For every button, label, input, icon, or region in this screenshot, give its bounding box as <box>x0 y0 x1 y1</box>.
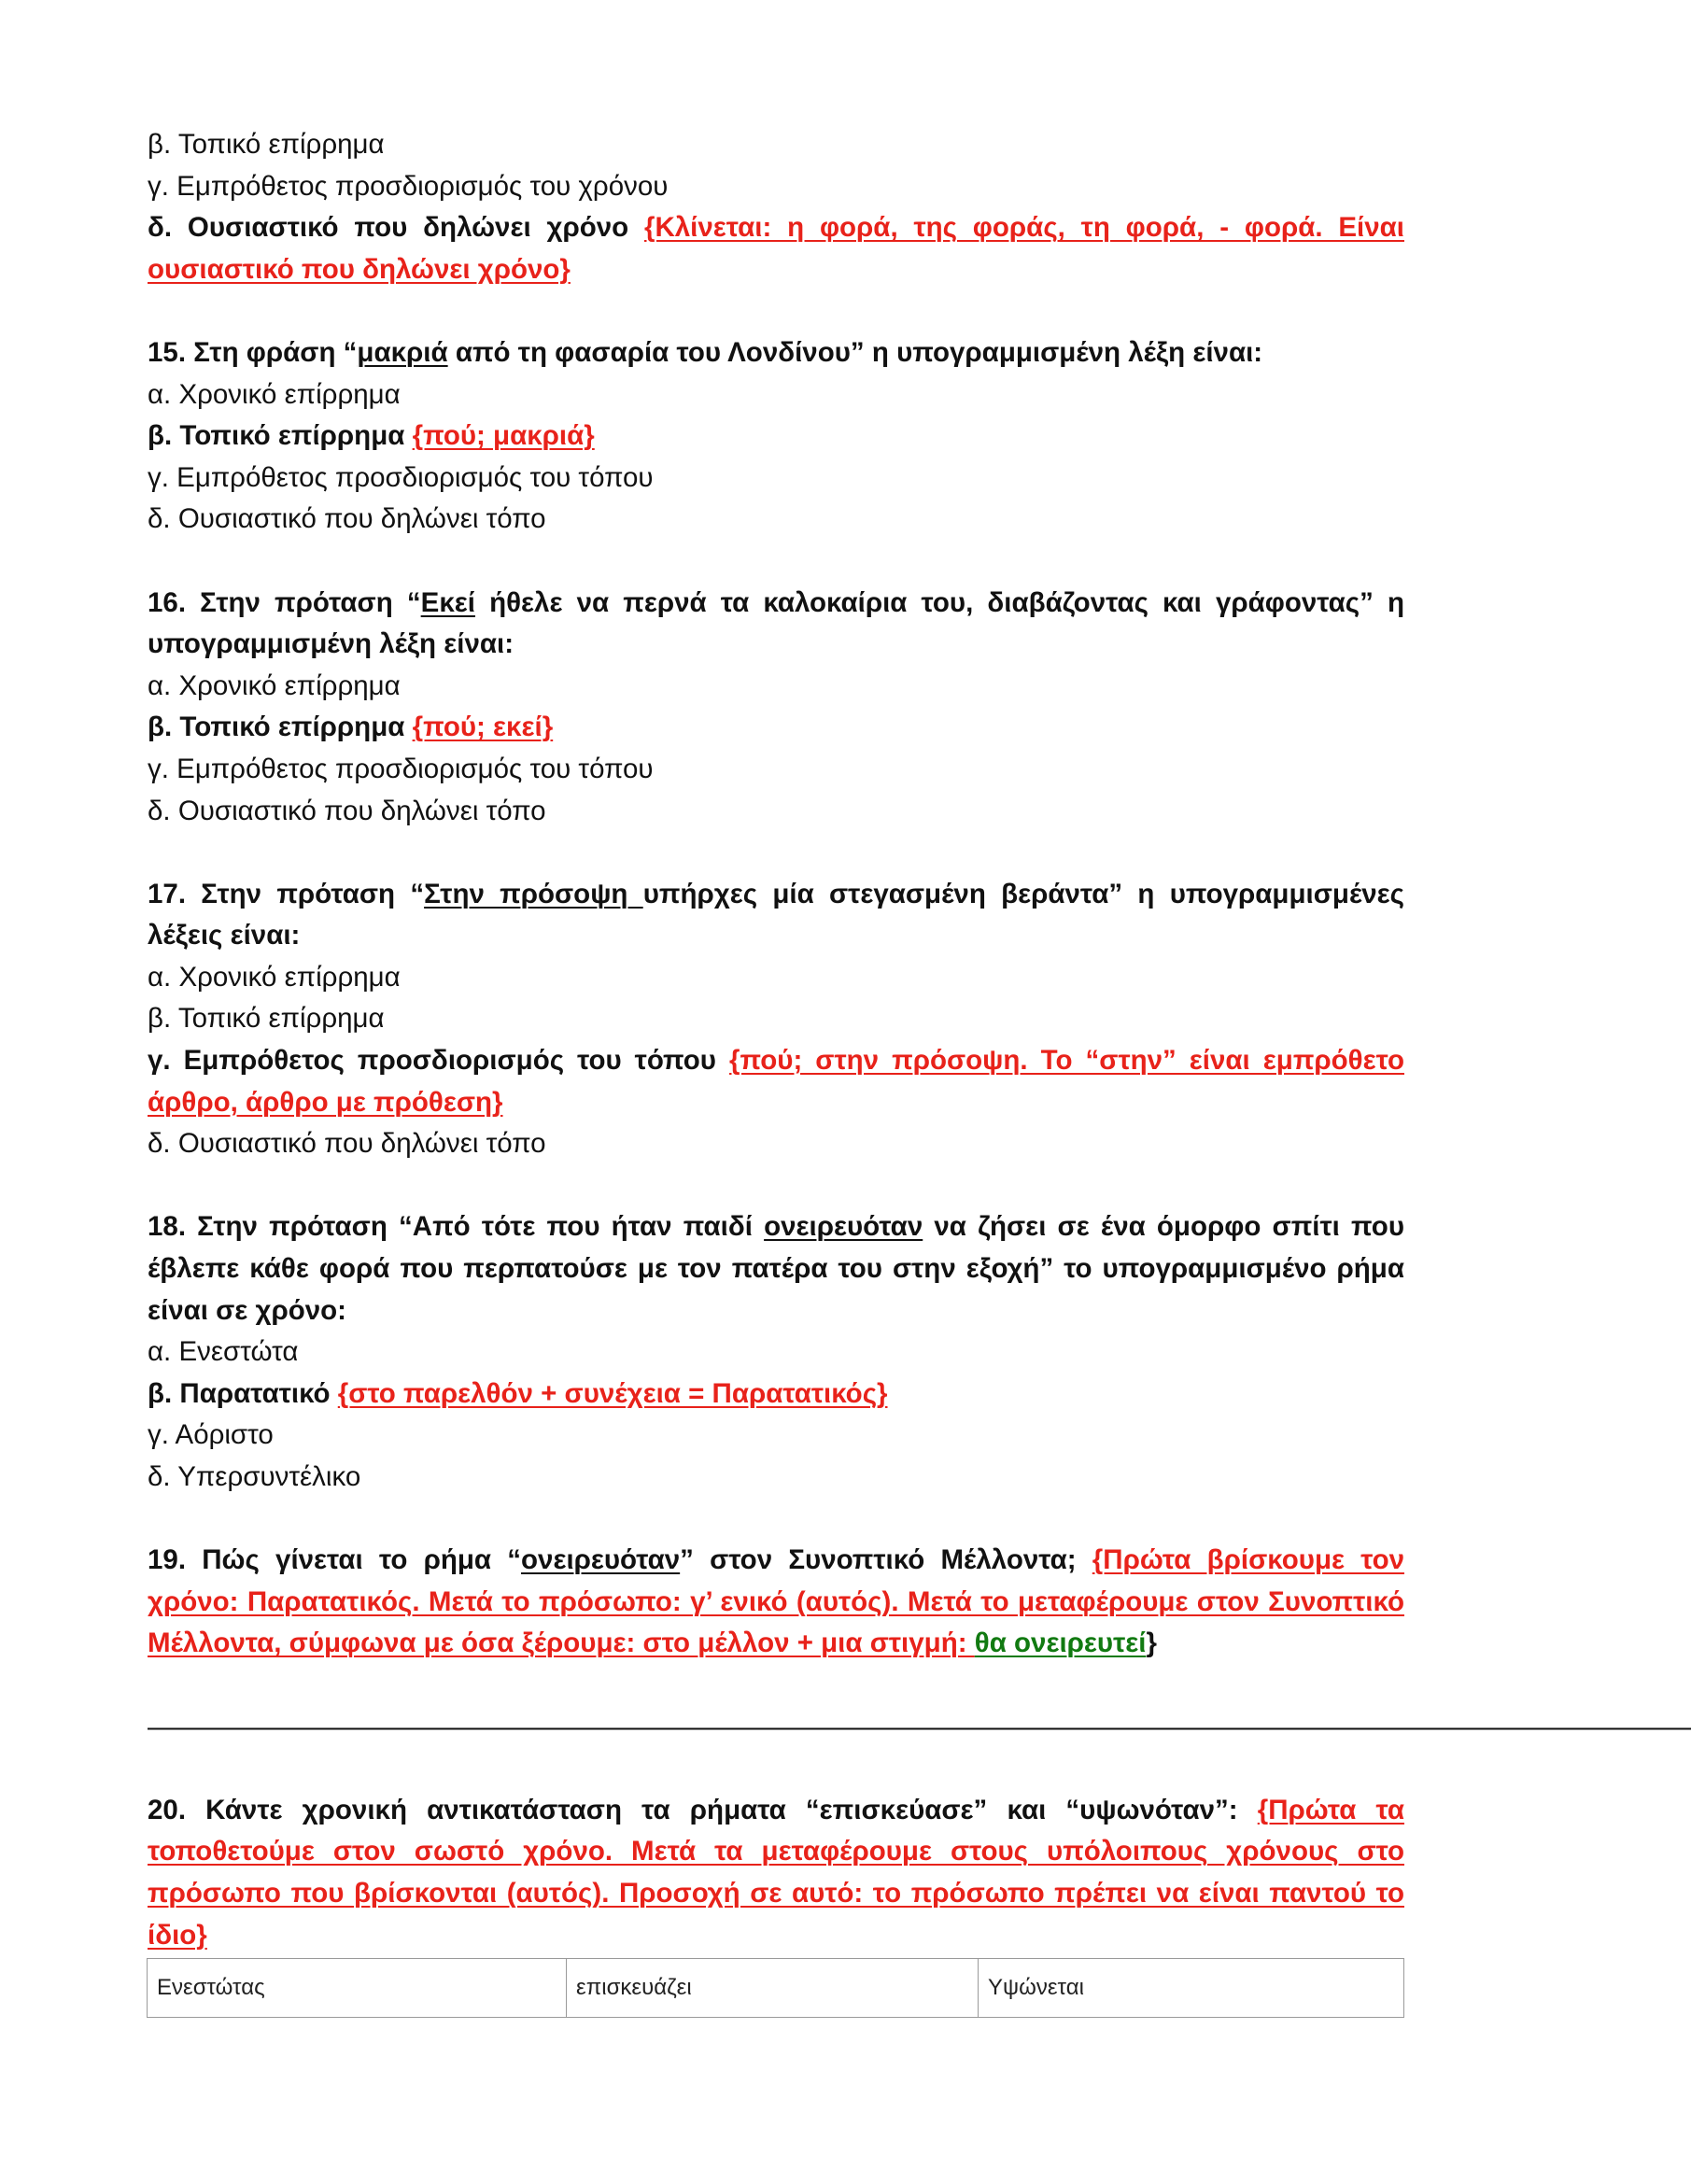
q20-prefix: 20. Κάντε χρονική αντικατάσταση τα ρήματα “επισκεύασε” και “υψωνόταν”: <box>148 1794 1258 1825</box>
q20-answer-note: {Πρώτα τα τοποθετούμε στον σωστό χρόνο. Μετά τα μεταφέρουμε στους υπόλοιπους χρόνους στο πρόσωπο που βρίσκονται (αυτός). Προσοχή σε αυτό: το πρόσωπο πρέπει να είναι παντού το ίδιο} <box>148 1794 1404 1951</box>
q19-suffix: ” στον Συνοπτικό Μέλλοντα; <box>680 1544 1092 1576</box>
q18-option-b <box>148 1374 1404 1416</box>
table-cell-tense: Ενεστώτας <box>148 1959 567 2018</box>
q15-option-b-text: β. Τοπικό επίρρημα <box>148 420 405 452</box>
q20-question <box>148 1790 1404 1956</box>
q18-option-d: δ. Υπερσυντέλικο <box>148 1461 361 1492</box>
q19-question <box>148 1540 1404 1665</box>
q19-answer-note: {Πρώτα βρίσκουμε τον χρόνο: Παρατατικός. Μετά το πρόσωπο: γ’ ενικό (αυτός). Μετά το μεταφέρουμε στον Συνοπτικό Μέλλοντα, σύμφωνα με όσα ξέρουμε: στο μέλλον + μια στιγμή: <box>148 1544 1404 1659</box>
table-cell-verb-2: Υψώνεται <box>979 1959 1404 2018</box>
q14-option-b: β. Τοπικό επίρρημα <box>148 129 385 160</box>
q18-option-c: γ. Αόριστο <box>148 1419 274 1451</box>
q18-option-b-text: β. Παρατατικό <box>148 1377 331 1409</box>
q17-prefix: 17. Στην πρόταση “ <box>148 878 425 909</box>
q18-underlined-verb: ονειρευόταν <box>764 1211 923 1243</box>
separator-line: —————————————————————————————————————————————————————————— <box>148 1711 1691 1742</box>
q18-option-a: α. Ενεστώτα <box>148 1336 299 1368</box>
q16-option-b-text: β. Τοπικό επίρρημα <box>148 712 405 743</box>
q19-underlined-verb: ονειρευόταν <box>521 1544 681 1576</box>
q15-underlined-word: μακριά <box>357 336 448 368</box>
q17-option-b: β. Τοπικό επίρρημα <box>148 1003 385 1035</box>
q15-answer-note: {πού; μακριά} <box>412 420 595 452</box>
table-cell-verb-1: επισκευάζει <box>567 1959 979 2018</box>
q18-suffix: να ζήσει σε ένα όμορφο σπίτι που έβλεπε κάθε φορά που περπατούσε με τον πατέρα του στην εξοχή” το υπογραμμισμένο ρήμα είναι σε χρόνο: <box>148 1211 1404 1326</box>
q19-answer-close: } <box>1146 1627 1157 1659</box>
table-row <box>148 1959 1404 2018</box>
q16-option-b <box>148 707 1404 749</box>
q16-option-d: δ. Ουσιαστικό που δηλώνει τόπο <box>148 795 546 826</box>
spacer <box>148 1665 1404 1707</box>
q17-option-c <box>148 1040 1404 1123</box>
q16-option-a: α. Χρονικό επίρρημα <box>148 669 401 701</box>
q15-option-a: α. Χρονικό επίρρημα <box>148 378 401 410</box>
q16-option-c: γ. Εμπρόθετος προσδιορισμός του τόπου <box>148 753 654 784</box>
q14-option-d <box>148 207 1404 290</box>
q19-prefix: 19. Πώς γίνεται το ρήμα “ <box>148 1544 522 1576</box>
q17-option-d: δ. Ουσιαστικό που δηλώνει τόπο <box>148 1128 546 1160</box>
q14-option-c: γ. Εμπρόθετος προσδιορισμός του χρόνου <box>148 170 669 202</box>
spacer <box>148 1499 1404 1541</box>
q15-option-c: γ. Εμπρόθετος προσδιορισμός του τόπου <box>148 461 654 493</box>
spacer <box>148 1748 1404 1790</box>
q17-answer-note: {πού; στην πρόσοψη. Το “στην” είναι εμπρόθετο άρθρο, άρθρο με πρόθεση} <box>148 1045 1404 1118</box>
q16-suffix: ήθελε να περνά τα καλοκαίρια του, διαβάζοντας και γράφοντας” η υπογραμμισμένη λέξη είναι: <box>148 586 1404 660</box>
q16-question <box>148 583 1404 666</box>
q19-answer-highlight: θα ονειρευτεί <box>974 1627 1147 1659</box>
q15-option-d: δ. Ουσιαστικό που δηλώνει τόπο <box>148 503 546 535</box>
q15-prefix: 15. Στη φράση “ <box>148 336 358 368</box>
q17-suffix: υπήρχες μία στεγασμένη βεράντα” η υπογραμμισμένες λέξεις είναι: <box>148 878 1405 951</box>
q17-underlined-words: Στην πρόσοψη <box>424 878 643 909</box>
q16-answer-note: {πού; εκεί} <box>412 712 554 743</box>
spacer <box>148 541 1404 583</box>
document-page <box>148 124 1691 1956</box>
spacer <box>148 832 1404 874</box>
q15-question <box>148 332 1404 374</box>
q17-option-c-text: γ. Εμπρόθετος προσδιορισμός του τόπου <box>148 1045 716 1077</box>
q17-question <box>148 874 1404 957</box>
spacer <box>148 1165 1404 1207</box>
q14-answer-note: {Κλίνεται: η φορά, της φοράς, τη φορά, - φορά. Είναι ουσιαστικό που δηλώνει χρόνο} <box>148 212 1404 285</box>
q16-prefix: 16. Στην πρόταση “ <box>148 586 421 618</box>
q15-suffix: από τη φασαρία του Λονδίνου” η υπογραμμισμένη λέξη είναι: <box>447 336 1263 368</box>
q18-answer-note: {στο παρελθόν + συνέχεια = Παρατατικός} <box>337 1377 888 1409</box>
q17-option-a: α. Χρονικό επίρρημα <box>148 961 401 993</box>
q18-question <box>148 1206 1404 1332</box>
spacer <box>148 290 1404 332</box>
q18-prefix: 18. Στην πρόταση “Από τότε που ήταν παιδί <box>148 1211 765 1243</box>
tense-table <box>147 1958 1404 2018</box>
q14-option-d-text: δ. Ουσιαστικό που δηλώνει χρόνο <box>148 212 629 244</box>
q15-option-b <box>148 416 1404 458</box>
q16-underlined-word: Εκεί <box>420 586 475 618</box>
